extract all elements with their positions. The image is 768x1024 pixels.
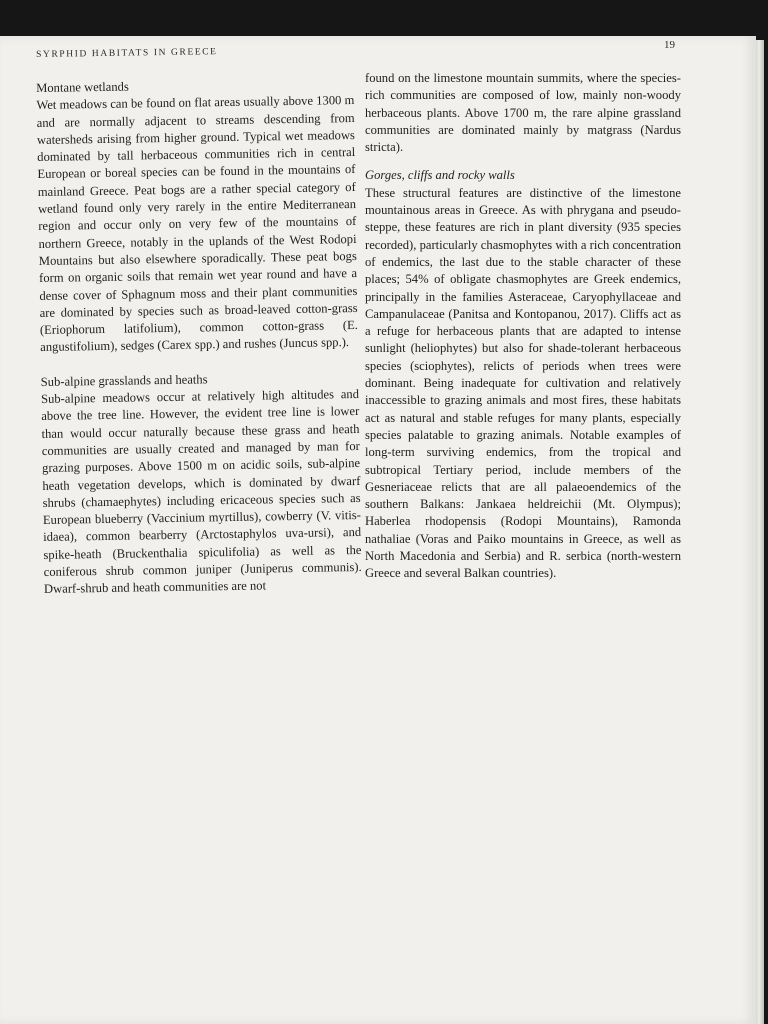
left-column (36, 75, 362, 599)
right-column (365, 70, 681, 583)
paragraph-continuation: found on the limestone mountain summits, where the species-rich communities are composed of low, mainly non-woody herbaceous plants. Above 1700 m, the rare alpine grassland communities are dominated mainly by matgrass (Nardus stricta). (365, 71, 681, 155)
page-edge (756, 40, 764, 1024)
paragraph-subalpine: Sub-alpine meadows occur at relatively high altitudes and above the tree line. However, the evident tree line is lower than would occur naturally because these grass and heath communities are usually created and managed by man for grazing purposes. Above 1500 m on acidic soils, sub-alpine heath vegetation develops, which is dominated by dwarf shrubs (chamaephytes) including ericaceous species such as European blueberry (Vaccinium myrtillus), cowberry (V. vitis-idaea), common bearberry (Arctostaphylos uva-ursi), and spike-heath (Bruckenthalia spiculifolia) as well as the coniferous shrub common juniper (Juniperus communis). Dwarf-shrub and heath communities are not (40, 387, 362, 597)
section-heading-gorges: Gorges, cliffs and rocky walls (365, 168, 515, 183)
section-heading-montane-wetlands: Montane wetlands (36, 79, 129, 95)
page-number: 19 (664, 39, 675, 51)
paragraph-montane-wetlands: Wet meadows can be found on flat areas usually above 1300 m and are normally adjacent to streams descending from watersheds arising from higher ground. Typical wet meadows dominated by tall herbaceous communities rich in central European or boreal species can be found in the mountains of mainland Greece. Peat bogs are a rather special category of wetland found only very rarely in the entire Mediterranean region and occur only on very few of the mountains of northern Greece, notably in the uplands of the West Rodopi Mountains but also elsewhere sporadically. These peat bogs form on organic soils that remain wet year round and have a dense cover of Sphagnum moss and their plant communities are dominated by species such as broad-leaved cotton-grass (Eriophorum latifolium), common cotton-grass (E. angustifolium), sedges (Carex spp.) and rushes (Juncus spp.). (36, 93, 358, 355)
section-heading-subalpine: Sub-alpine grasslands and heaths (40, 372, 208, 389)
running-head: SYRPHID HABITATS IN GREECE (36, 47, 218, 60)
paragraph-gorges: These structural features are distinctive of the limestone mountainous areas in Greece. As with phrygana and pseudo-steppe, these features are rich in plant diversity (935 species recorded), particularly chasmophytes with a rich concentration of endemics, the last due to the stable character of these places; 54% of obligate chasmophytes are Greek endemics, principally in the families Asteraceae, Caryophyllaceae and Campanulaceae (Panitsa and Kontopanou, 2017). Cliffs act as a refuge for herbaceous plants that are adapted to intense sunlight (heliophytes) but also for shade-tolerant herbaceous species (sciophytes), relicts of periods when trees were dominant. Being inadequate for cultivation and relatively inaccessible to grazing animals and most fires, these habitats act as natural and stable refuges for many plants, especially species palatable to grazing animals. Notable examples of long-term surviving endemics, from the tropical and subtropical Tertiary period, include members of the Gesneriaceae relicts that are all palaeoendemics of the southern Balkans: Jankaea heldreichii (Mt. Olympus); Haberlea rhodopensis (Rodopi Mountains), Ramonda nathaliae (Voras and Paiko mountains in Greece, as well as North Macedonia and Serbia) and R. serbica (north-western Greece and several Balkan countries). (365, 185, 681, 581)
